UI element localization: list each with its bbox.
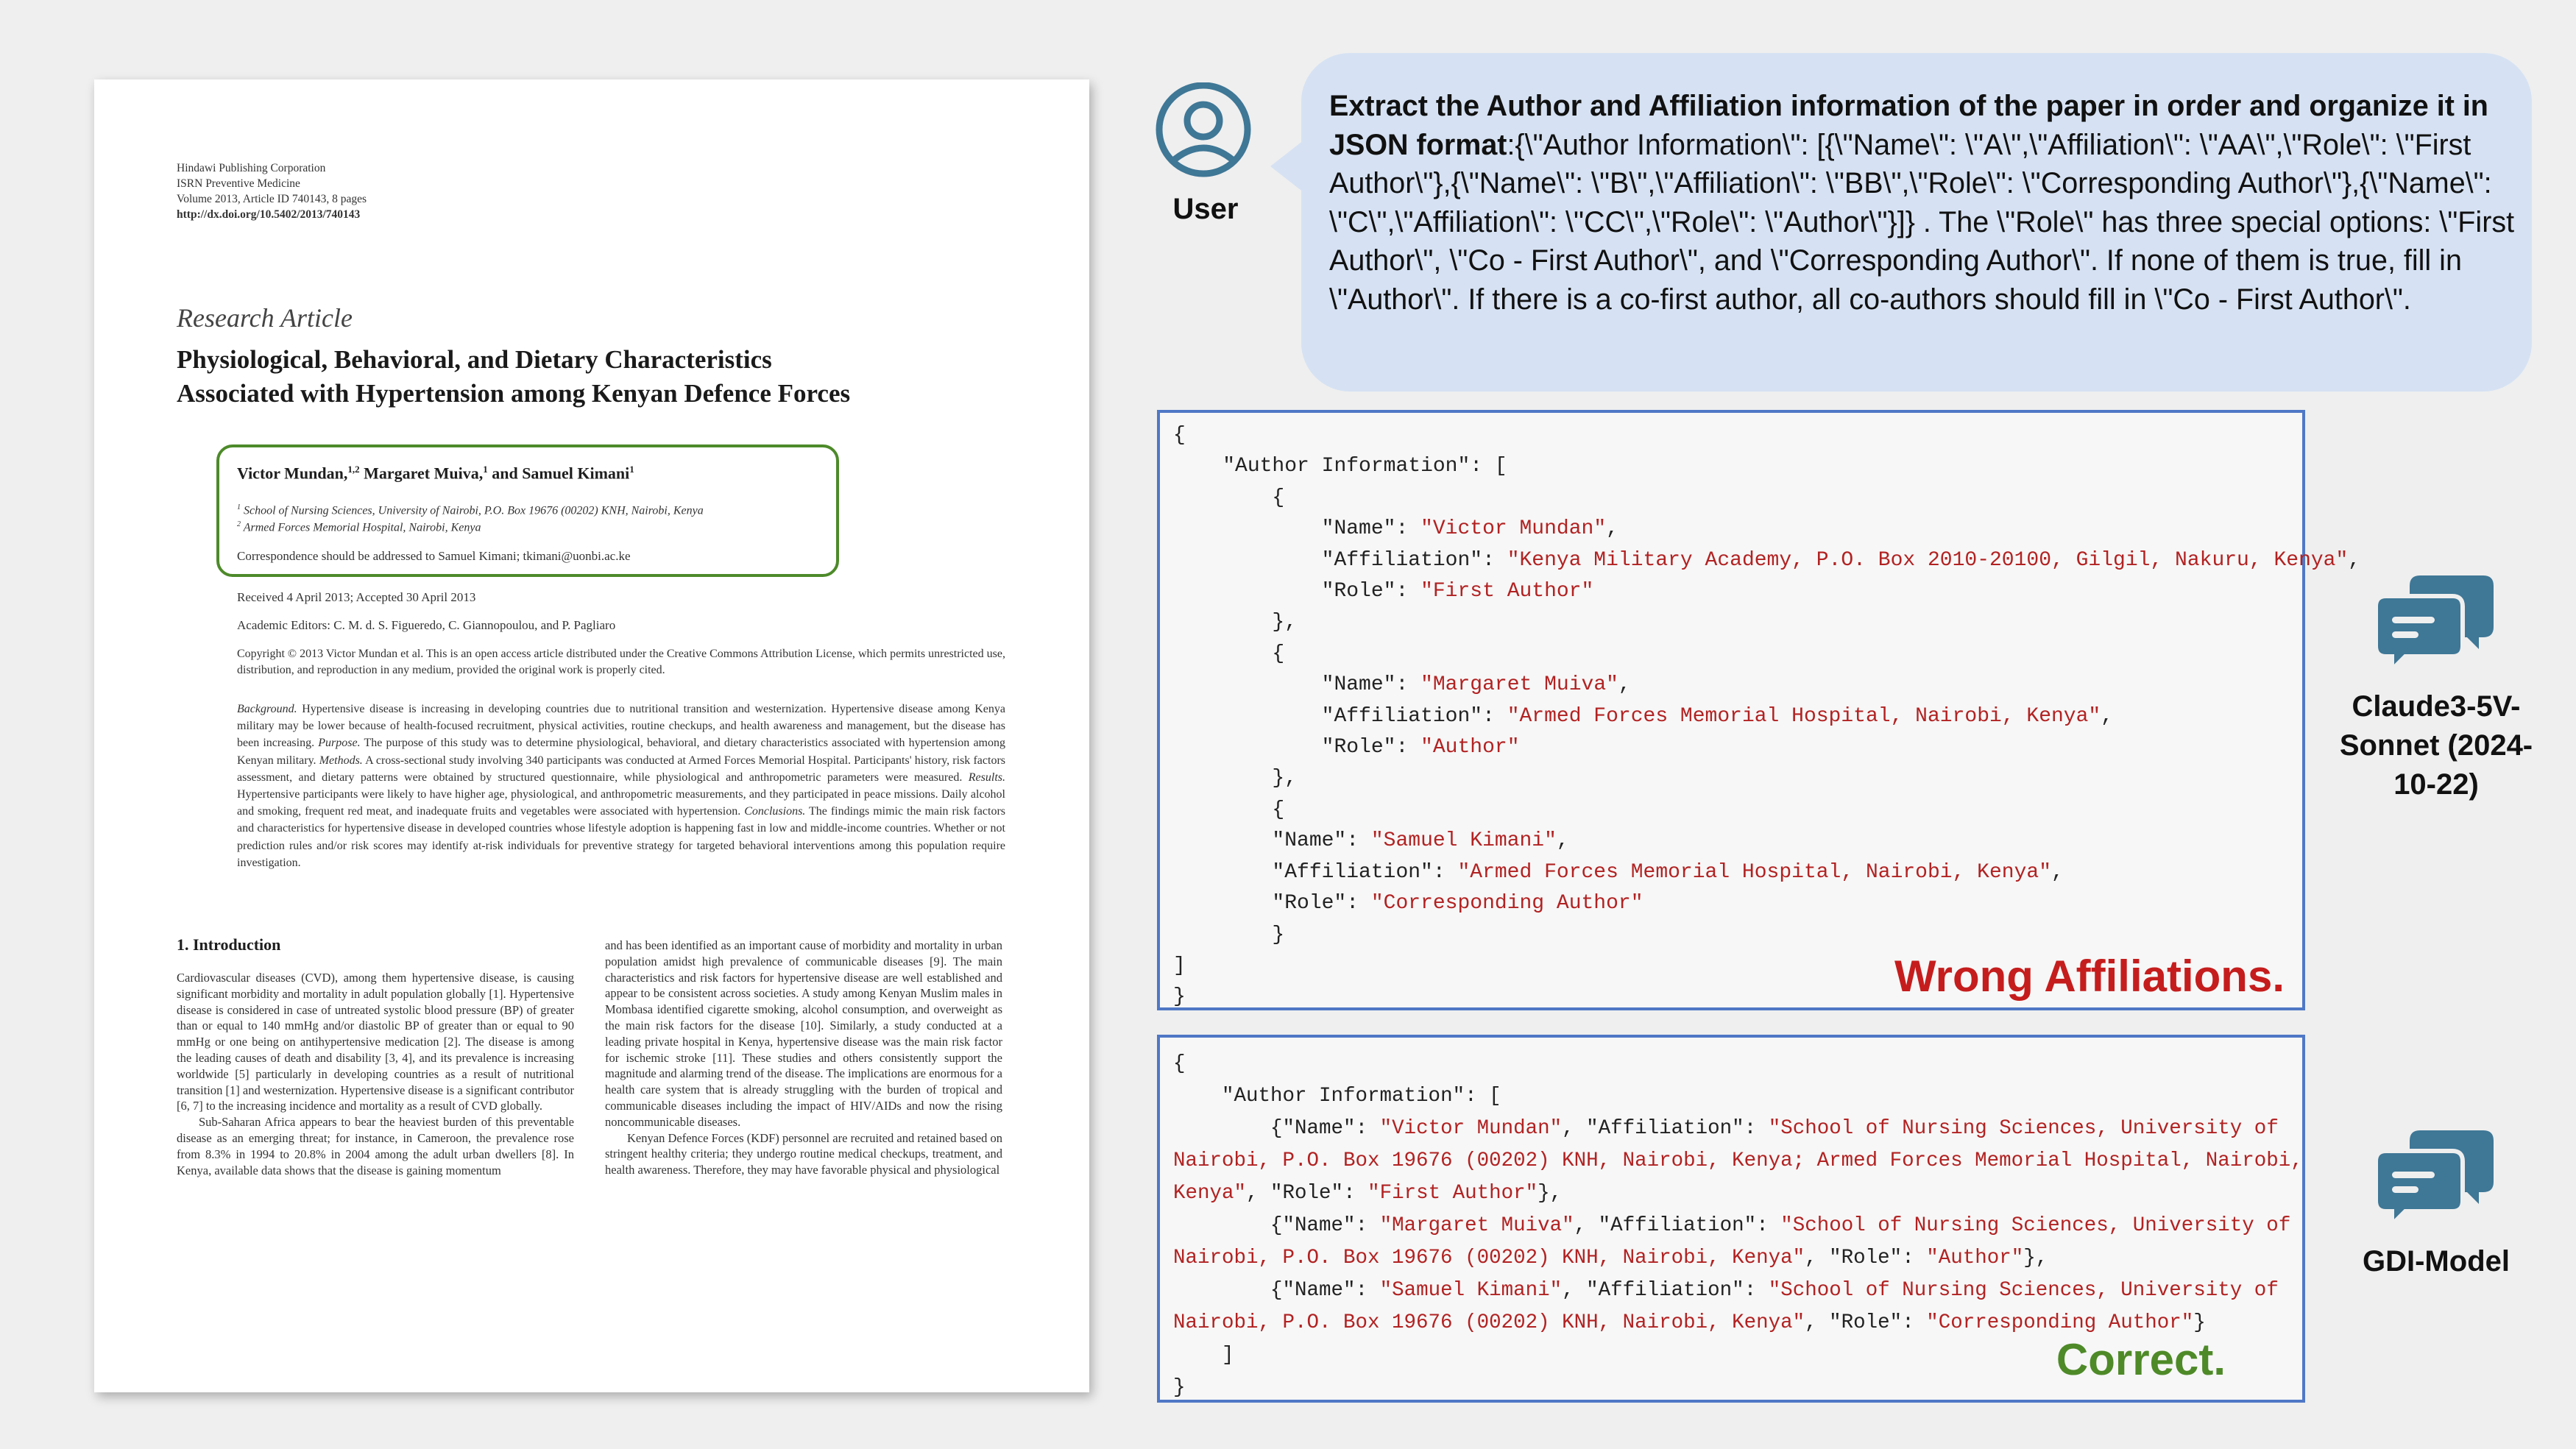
affiliation-2-sup: 2 — [237, 520, 241, 528]
journal: ISRN Preventive Medicine — [177, 177, 300, 190]
section-heading: 1. Introduction — [177, 935, 281, 954]
abstract-methods-label: Methods. — [319, 754, 363, 767]
intro-right-paragraph-2: Kenyan Defence Forces (KDF) personnel are recruited and retained based on stringent healthy criteria; they undergo routine medical checkups, treatment, and health awareness. Therefore, they may have favorable physical and physiological — [605, 1130, 1002, 1177]
json-key: "Affiliation" — [1272, 860, 1433, 884]
json-author-name: "Victor Mundan" — [1379, 1117, 1563, 1140]
title-line-1: Physiological, Behavioral, and Dietary Characteristics — [177, 345, 772, 374]
intro-left-paragraph-2: Sub-Saharan Africa appears to bear the heaviest burden of this preventable disease as an emerging threat; for instance, in Cameroon, the prevalence rose from 8.3% in 1994 to 20.8% in 2004 among the adult urban dwellers [8]. In Kenya, available data shows that the disease is gaining momentum — [177, 1115, 574, 1177]
intro-right-paragraph-1: and has been identified as an important cause of morbidity and mortality in urban population amidst high prevalence of communicable diseases [9]. The main characteristics and risk factors for hypertensive disease are well established and appear to be consistent across societies. A study among Kenyan Muslim males in Mombasa identified cigarette smoking, alcohol consumption, and overweight as the main risk factors for the disease [10]. Similarly, a study conducted at a leading private hospital in Kenya, hypertensive disease was the main risk factor for ischemic stroke [11]. These studies and others consistently support the magnitude and alarming trend of the disease. The implications are enormous for a health care system that is already struggling with the burden of tropical and communicable diseases including the impact of HIV/AIDs and now the rising noncommunicable diseases. — [605, 938, 1002, 1129]
author-3-sup: 1 — [629, 464, 634, 475]
affiliation-1-sup: 1 — [237, 503, 241, 511]
abstract-purpose: The purpose of this study was to determine physiological, behavioral, and dietary characteristics associated with hypertension among Kenyan military. — [237, 737, 1005, 767]
author-list — [237, 464, 634, 483]
gdi-model-label: GDI-Model — [2363, 1245, 2510, 1278]
json-key: "Affiliation" — [1598, 1214, 1757, 1237]
gdi-json-output: { "Author Information": [ {"Name": "Victor Mundan", "Affiliation": "School of Nursing Sciences, University of Nairobi, P.O. Box 19676 (00202) KNH, Nairobi, Kenya; Armed Forces Memorial Hospital, Nairobi, Kenya", "Role": "First Author"}, {"Name": "Margaret Muiva", "Affiliation": "School of Nursing Sciences, University of Nairobi, P.O. Box 19676 (00202) KNH, Nairobi, Kenya", "Role": "Author"}, {"Name": "Samuel Kimani", "Affiliation": "School of Nursing Sciences, University of Nairobi, P.O. Box 19676 (00202) KNH, Nairobi, Kenya", "Role": "Corresponding Author"} ] } — [1173, 1052, 2303, 1399]
json-key: "Affiliation" — [1586, 1117, 1744, 1140]
affiliation-1-text: School of Nursing Sciences, University of Nairobi, P.O. Box 19676 (00202) KNH, Nairobi, Kenya — [241, 504, 704, 517]
paper-title — [177, 343, 1023, 411]
json-author-affiliation: Kenya" — [1173, 1182, 1247, 1205]
claude-response-box — [1157, 410, 2361, 1010]
prompt-rest: :{\"Author Information\": [{\"Name\": \"A\",\"Affiliation\": \"AA\",\"Role\": \"First Author\"},{\"Name\": \"B\",\"Affiliation\": \"BB\",\"Role\": \"Corresponding Author\"},{\"Name\": \"C\",\"Affiliation\": \"CC\",\"Role\": \"Author\"}]} . The \"Role\" has three special options: \"First Author\", \"Co - First Author\", and \"Corresponding Author\". If none of them is true, fill in \"Author\". If there is a co-first author, all co-authors should fill in \"Co - First Author\". — [1329, 128, 2515, 316]
article-type: Research Article — [177, 303, 353, 333]
user-prompt-text — [1329, 87, 2522, 319]
json-author-name: "Samuel Kimani" — [1379, 1279, 1563, 1302]
json-key: "Role" — [1829, 1247, 1903, 1269]
json-author-affiliation: "School of Nursing Sciences, University of — [1780, 1214, 2291, 1237]
json-author-affiliation: "School of Nursing Sciences, University of — [1768, 1117, 2279, 1140]
gdi-response-box — [1157, 1035, 2305, 1403]
user-icon — [1148, 82, 1259, 193]
json-key: "Affiliation" — [1321, 704, 1483, 728]
academic-editors: Academic Editors: C. M. d. S. Figueredo, C. Giannopoulou, and P. Pagliaro — [237, 618, 616, 632]
json-key: "Role" — [1321, 736, 1396, 759]
json-author-affiliation: "Armed Forces Memorial Hospital, Nairobi, Kenya" — [1457, 860, 2051, 884]
json-key: "Name" — [1272, 829, 1347, 853]
abstract-conclusions: The findings mimic the main risk factors and characteristics for hypertensive disease in developed countries whose lifestyle adoption is happening fast in low and middle-income countries. Whether or not prediction rules and/or risk scores may identify at-risk individuals for preventive strategy for targeted behavioral interventions among this population require investigation. — [237, 805, 1006, 869]
verdict-wrong: Wrong Affiliations. — [1894, 952, 2285, 1001]
affiliation-2 — [237, 520, 481, 534]
bubble-tail — [1270, 140, 1304, 193]
json-author-role: "Author" — [1926, 1247, 2024, 1269]
json-key: "Name" — [1282, 1214, 1356, 1237]
author-2-sup: 1 — [483, 464, 488, 475]
title-line-2: Associated with Hypertension among Kenyan Defence Forces — [177, 379, 851, 408]
json-author-affiliation: Nairobi, P.O. Box 19676 (00202) KNH, Nairobi, Kenya" — [1173, 1311, 1805, 1334]
prompt-bold: Extract the Author and Affiliation information of the paper in order and organize it in JSON format — [1329, 90, 2488, 161]
claude-json-output: { "Author Information": [ { "Name": "Victor Mundan", "Affiliation": "Kenya Military Academy, P.O. Box 2010-20100, Gilgil, Nakuru, Kenya", "Role": "First Author" }, { "Name": "Margaret Muiva", "Affiliation": "Armed Forces Memorial Hospital, Nairobi, Kenya", "Role": "Author" }, { "Name": "Samuel Kimani", "Affiliation": "Armed Forces Memorial Hospital, Nairobi, Kenya", "Role": "Corresponding Author" } ] } — [1173, 424, 2361, 1009]
publisher: Hindawi Publishing Corporation — [177, 162, 326, 174]
chat-bubbles-icon — [2376, 573, 2497, 676]
received-dates: Received 4 April 2013; Accepted 30 April 2013 — [237, 590, 476, 604]
json-key: "Affiliation" — [1321, 548, 1483, 572]
json-key: "Role" — [1272, 892, 1347, 915]
json-author-affiliation: "School of Nursing Sciences, University of — [1768, 1279, 2279, 1302]
json-author-name: "Margaret Muiva" — [1379, 1214, 1574, 1237]
affiliation-1 — [237, 503, 704, 517]
json-author-name: "Samuel Kimani" — [1370, 829, 1557, 853]
intro-left-paragraph-1: Cardiovascular diseases (CVD), among them hypertensive disease, is causing significant morbidity and mortality in adult population globally [1]. Hypertensive disease is considered in case of untreated systolic blood pressure (BP) of greater than or equal to 140 mmHg and/or diastolic BP of greater than or equal to 90 mmHg or one being on antihypertensive medication [2]. The disease is among the leading causes of death and disability [3, 4], and its prevalence is increasing worldwide [5] particularly in developing countries as a result of nutritional transition [1] and westernization. Hypertensive disease is a significant contributor [6, 7] to the increasing incidence and mortality as a result of CVD globally. — [177, 971, 574, 1113]
abstract-results-label: Results. — [968, 770, 1005, 784]
json-key: "Name" — [1321, 673, 1396, 697]
json-key: "Affiliation" — [1586, 1279, 1744, 1302]
intro-right-column — [605, 938, 1002, 1178]
abstract — [237, 701, 1005, 871]
json-author-role: "Corresponding Author" — [1370, 892, 1643, 915]
json-author-affiliation: Nairobi, P.O. Box 19676 (00202) KNH, Nairobi, Kenya" — [1173, 1247, 1805, 1269]
json-key: "Name" — [1282, 1117, 1356, 1140]
intro-left-column — [177, 970, 574, 1178]
json-key: "Role" — [1270, 1182, 1344, 1205]
chat-bubbles-icon — [2376, 1127, 2497, 1230]
copyright: Copyright © 2013 Victor Mundan et al. This is an open access article distributed under the Creative Commons Attribution License, which permits unrestricted use, distribution, and reproduction in any medium, provided the original work is properly cited. — [237, 648, 1005, 676]
abstract-methods: A cross-sectional study involving 340 participants was conducted at Armed Forces Memorial Hospital. Participants' history, risk factors assessment, and dietary patterns were obtained by structured questionnaire, while physiological and anthropometric parameters were measured. — [237, 754, 1005, 784]
json-key: "Author Information" — [1222, 1085, 1465, 1108]
json-key: "Author Information" — [1222, 455, 1471, 478]
verdict-correct-word: Correct — [2056, 1335, 2214, 1384]
json-key: "Name" — [1282, 1279, 1356, 1302]
json-key: "Role" — [1829, 1311, 1903, 1334]
author-1-sup: 1,2 — [347, 464, 360, 475]
affiliation-2-text: Armed Forces Memorial Hospital, Nairobi, Kenya — [241, 521, 481, 534]
abstract-conclusions-label: Conclusions. — [744, 805, 806, 818]
user-label: User — [1172, 193, 1239, 225]
json-author-affiliation: "Armed Forces Memorial Hospital, Nairobi, Kenya" — [1507, 704, 2101, 728]
json-author-name: "Victor Mundan" — [1420, 517, 1607, 541]
json-author-affiliation: Nairobi, P.O. Box 19676 (00202) KNH, Nairobi, Kenya; Armed Forces Memorial Hospital, Nairobi, — [1173, 1149, 2303, 1172]
paper-page — [94, 79, 1089, 1392]
author-2: Margaret Muiva, — [359, 464, 484, 483]
json-author-affiliation: "Kenya Military Academy, P.O. Box 2010-20100, Gilgil, Nakuru, Kenya" — [1507, 548, 2349, 572]
doi-link[interactable]: http://dx.doi.org/10.5402/2013/740143 — [177, 208, 361, 221]
abstract-background-label: Background. — [237, 703, 297, 715]
json-author-role: "Author" — [1420, 736, 1520, 759]
json-key: "Role" — [1321, 580, 1396, 603]
author-1: Victor Mundan, — [237, 464, 348, 483]
json-author-role: "First Author" — [1420, 580, 1594, 603]
verdict-correct-dot: . — [2213, 1335, 2226, 1384]
claude-model-label: Claude3-5V-Sonnet (2024-10-22) — [2339, 690, 2533, 801]
json-author-name: "Margaret Muiva" — [1420, 673, 1618, 697]
correspondence: Correspondence should be addressed to Samuel Kimani; tkimani@uonbi.ac.ke — [237, 549, 631, 563]
abstract-results: Hypertensive participants were likely to have higher age, physiological, and anthropometric measurements, and they participated in peace missions. Daily alcohol and smoking, frequent red meat, and inadequate fruits and vegetables were associated with hypertension. — [237, 788, 1005, 818]
json-key: "Name" — [1321, 517, 1396, 541]
abstract-purpose-label: Purpose. — [318, 737, 361, 750]
volume: Volume 2013, Article ID 740143, 8 pages — [177, 193, 367, 205]
json-author-role: "First Author" — [1367, 1182, 1538, 1205]
verdict-correct — [2056, 1334, 2226, 1385]
author-3: and Samuel Kimani — [487, 464, 630, 483]
abstract-background: Hypertensive disease is increasing in developing countries due to nutritional transition and westernization. Hypertensive disease among Kenya military may be lower because of health-focused recruitment, physical activities, routine checkups, and health awareness and management, but the disease has been increasing. — [237, 703, 1005, 750]
publication-meta — [177, 160, 367, 222]
json-author-role: "Corresponding Author" — [1926, 1311, 2194, 1334]
